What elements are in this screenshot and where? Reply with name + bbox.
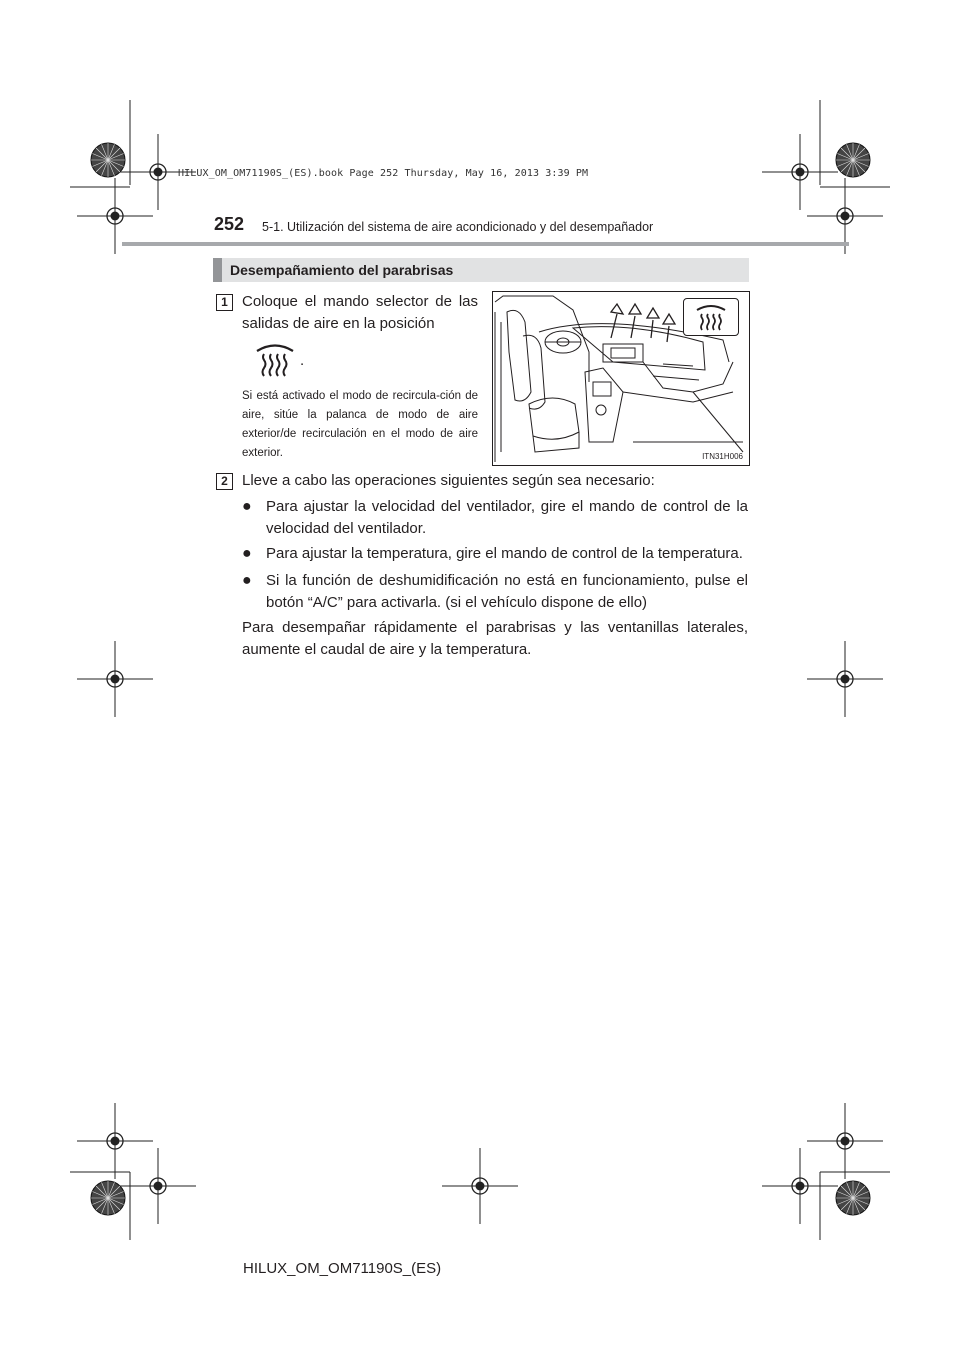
step-1-text: Coloque el mando selector de las salidas de aire en la posición — [242, 293, 478, 332]
list-item — [242, 543, 748, 565]
bullet-text: Para ajustar la velocidad del ventilador, gire el mando de control de la velocidad del ventilador. — [266, 498, 748, 537]
header-rule — [122, 242, 849, 246]
list-item — [242, 570, 748, 614]
step-2-text: Lleve a cabo las operaciones siguientes según sea necesario: — [242, 472, 655, 489]
bullet-text: Si la función de deshumidificación no está en funcionamiento, pulse el botón “A/C” para activarla. (si el vehículo dispone de ello) — [266, 572, 748, 611]
figure-caption: ITN31H006 — [702, 452, 743, 461]
step-2-number: 2 — [216, 473, 233, 490]
print-note: HILUX_OM_OM71190S_(ES).book Page 252 Thursday, May 16, 2013 3:39 PM — [178, 168, 589, 179]
step-2-closing: Para desempañar rápidamente el parabrisas y las ventanillas laterales, aumente el caudal de aire y la temperatura. — [242, 619, 748, 658]
step-1-period: . — [300, 352, 305, 369]
bullet-text: Para ajustar la temperatura, gire el mando de control de la temperatura. — [266, 545, 743, 562]
list-item — [242, 496, 748, 540]
footer-doc-code: HILUX_OM_OM71190S_(ES) — [243, 1260, 442, 1277]
windshield-defroster-icon — [254, 338, 296, 378]
bullet-icon: ● — [242, 545, 252, 562]
windshield-defroster-icon — [683, 298, 739, 336]
defroster-button-callout — [683, 298, 739, 336]
step-1-number: 1 — [216, 294, 233, 311]
running-title: 5-1. Utilización del sistema de aire acondicionado y del desempañador — [262, 220, 654, 234]
dashboard-figure — [492, 291, 750, 466]
page-number: 252 — [214, 214, 245, 234]
section-title: Desempañamiento del parabrisas — [213, 258, 749, 282]
bullet-icon: ● — [242, 572, 252, 589]
bullet-icon: ● — [242, 498, 252, 515]
step-1-note: Si está activado el modo de recircula-ción de aire, sitúe la palanca de modo de aire exterior/de recirculación en el modo de aire exterior. — [242, 390, 478, 459]
